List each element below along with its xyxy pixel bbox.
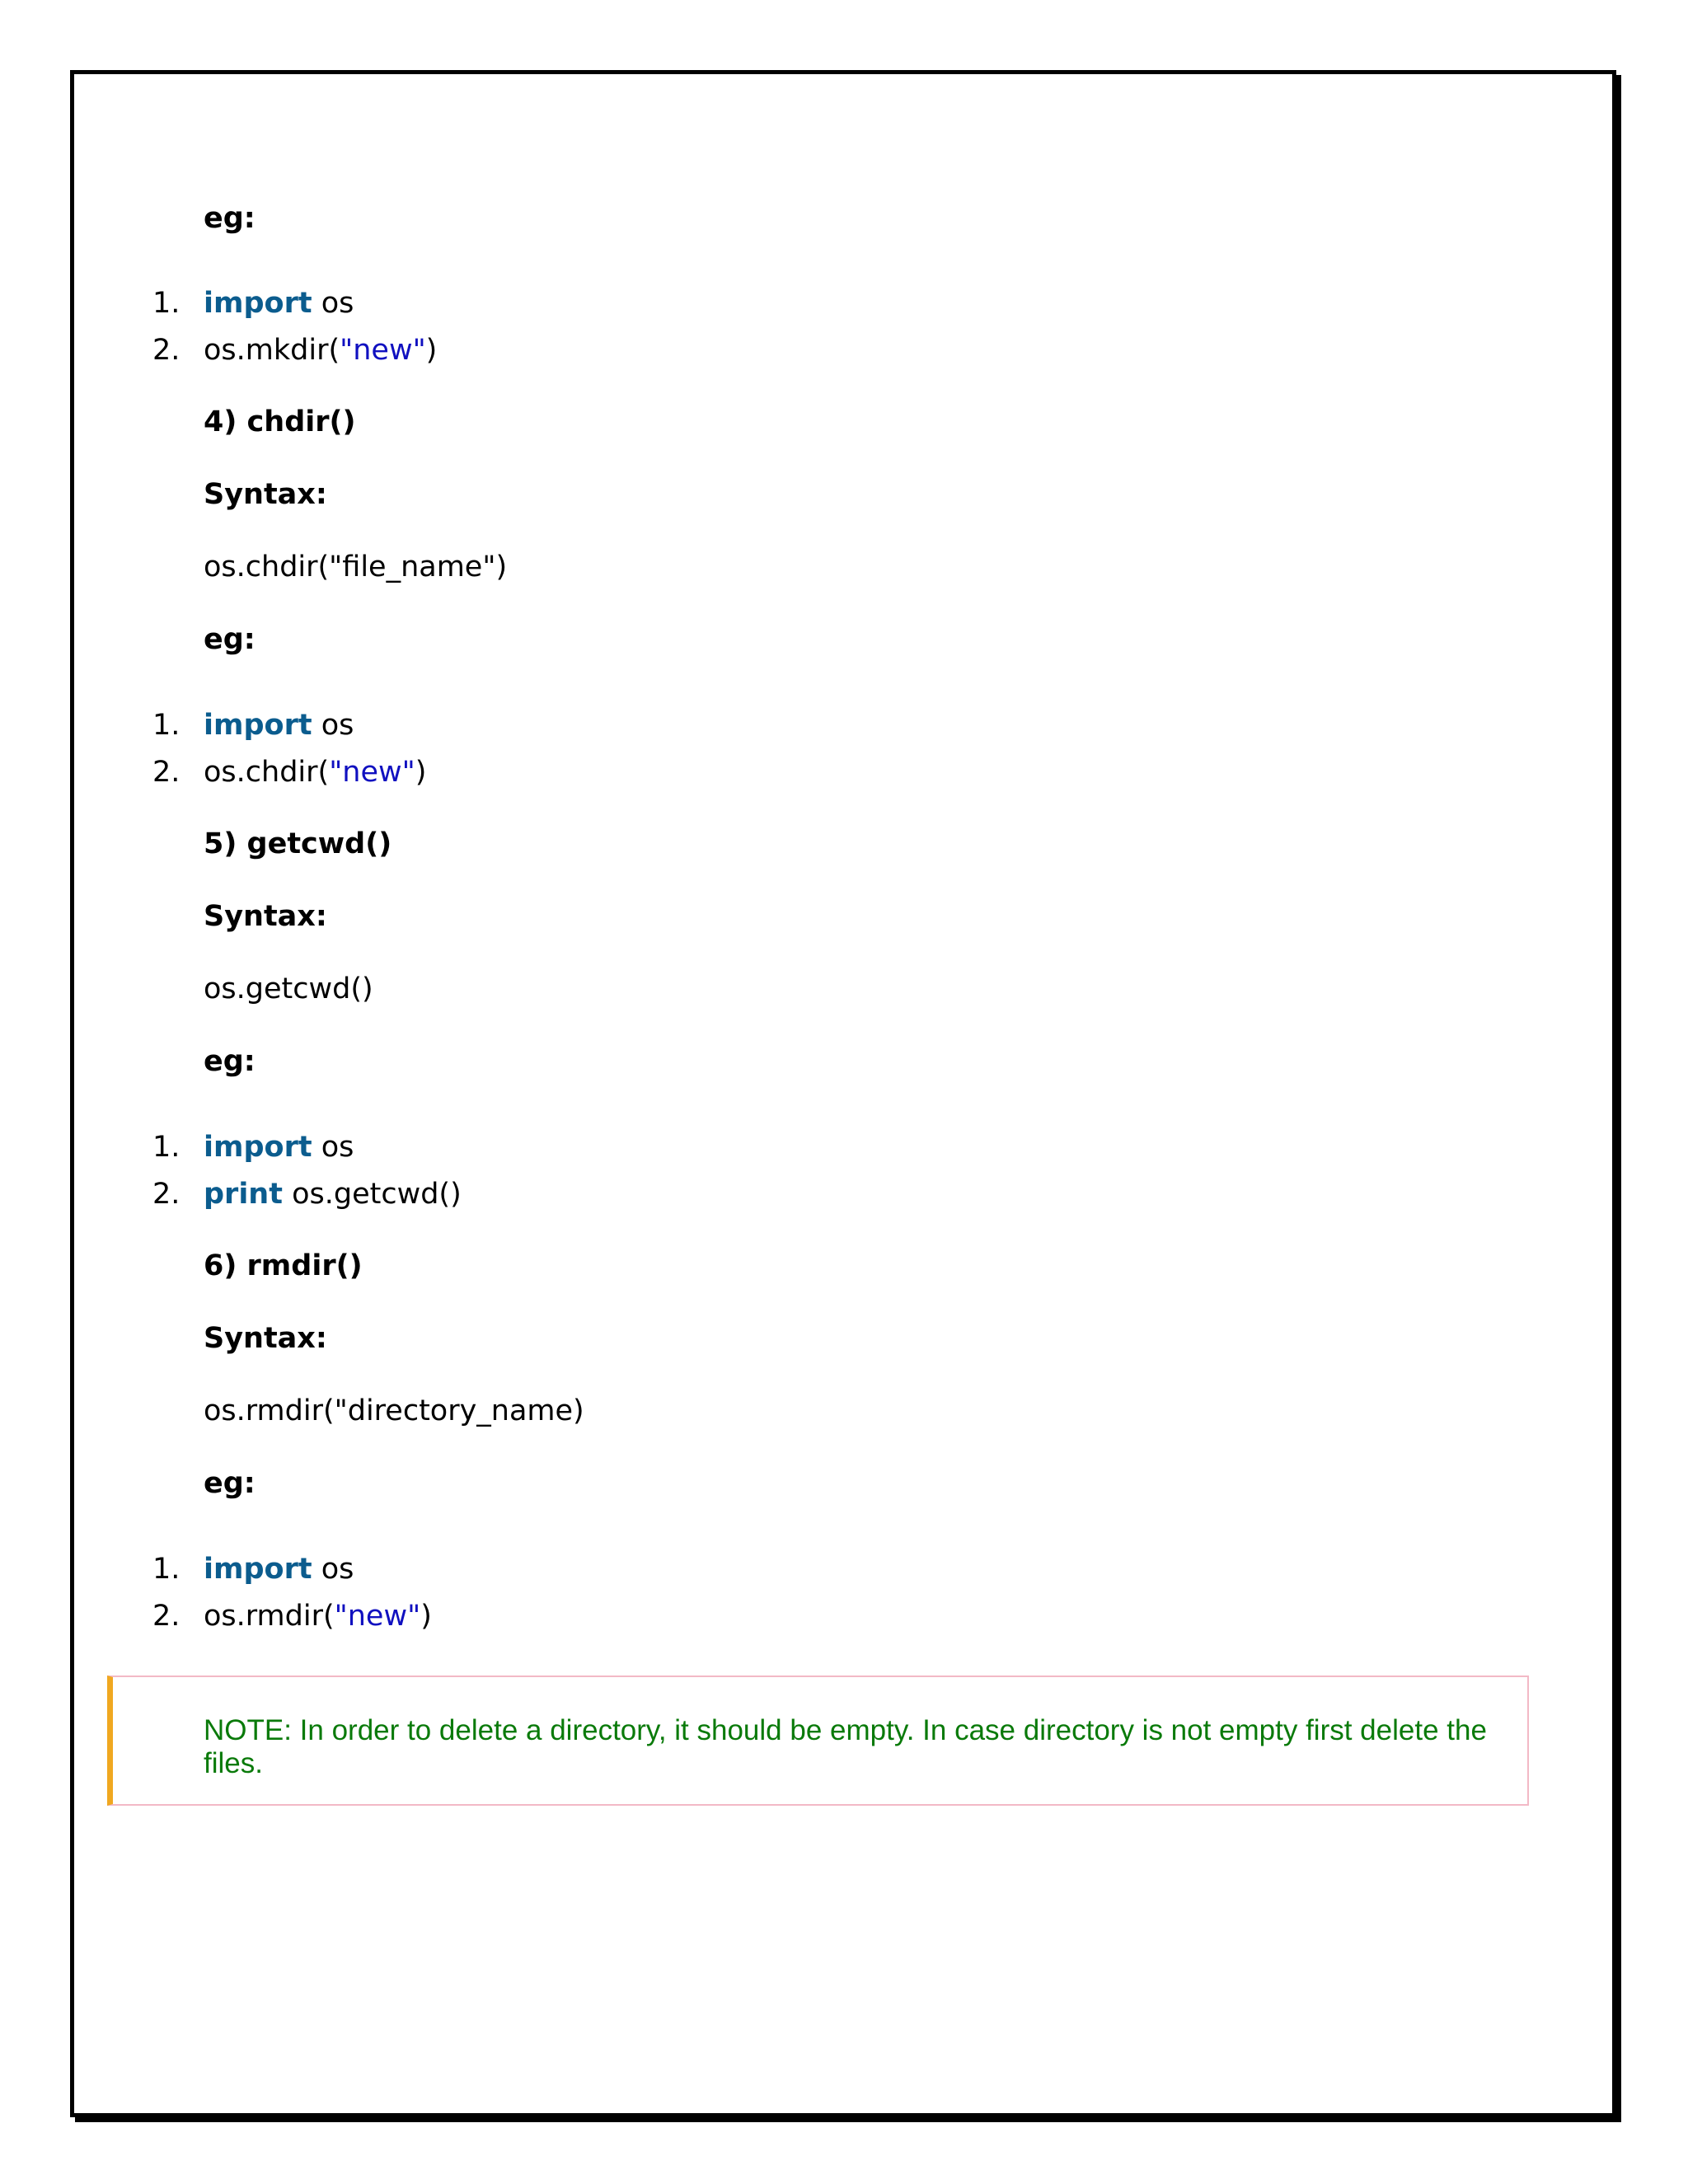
keyword: import: [204, 1131, 312, 1164]
keyword: import: [204, 287, 312, 320]
keyword: import: [204, 1553, 312, 1586]
line-number: 1.: [152, 1131, 181, 1164]
code-text: ): [415, 756, 427, 789]
line-number: 2.: [152, 1600, 181, 1633]
code-text: ): [420, 1600, 432, 1633]
note-text: NOTE: In order to delete a directory, it should be empty. In case directory is not empty first delete the files.: [204, 1714, 1487, 1779]
mkdir-eg-label: eg:: [204, 202, 256, 235]
getcwd-syntax: os.getcwd(): [204, 972, 373, 1005]
code-text: os: [312, 709, 354, 742]
code-text: os: [312, 1553, 354, 1586]
getcwd-syntax-label: Syntax:: [204, 900, 327, 933]
code-text: os: [312, 287, 354, 320]
string-literal: "new": [340, 334, 426, 367]
code-text: os.rmdir(: [204, 1600, 335, 1633]
code-text: ): [425, 334, 438, 367]
code-line: [152, 334, 437, 367]
rmdir-eg-label: eg:: [204, 1467, 256, 1500]
code-text: os.mkdir(: [204, 334, 340, 367]
code-line: [152, 1131, 354, 1164]
code-line: [152, 1178, 462, 1211]
code-text: os: [312, 1131, 354, 1164]
keyword: print: [204, 1178, 283, 1211]
line-number: 1.: [152, 709, 181, 742]
code-line: [152, 1553, 354, 1586]
string-literal: "new": [329, 756, 415, 789]
line-number: 2.: [152, 334, 181, 367]
keyword: import: [204, 709, 312, 742]
code-text: os.getcwd(): [282, 1178, 462, 1211]
code-line: [152, 756, 426, 789]
code-line: [152, 287, 354, 320]
code-line: [152, 709, 354, 742]
rmdir-syntax-label: Syntax:: [204, 1322, 327, 1355]
chdir-heading: 4) chdir(): [204, 405, 356, 438]
chdir-syntax: os.chdir("file_name"): [204, 551, 508, 583]
line-number: 2.: [152, 756, 181, 789]
code-line: [152, 1600, 432, 1633]
line-number: 1.: [152, 287, 181, 320]
chdir-syntax-label: Syntax:: [204, 478, 327, 511]
line-number: 2.: [152, 1178, 181, 1211]
line-number: 1.: [152, 1553, 181, 1586]
getcwd-heading: 5) getcwd(): [204, 827, 392, 860]
rmdir-syntax: os.rmdir("directory_name): [204, 1394, 584, 1427]
string-literal: "new": [334, 1600, 421, 1633]
getcwd-eg-label: eg:: [204, 1045, 256, 1078]
chdir-eg-label: eg:: [204, 623, 256, 656]
rmdir-heading: 6) rmdir(): [204, 1249, 363, 1282]
document-page: [70, 70, 1616, 2117]
note-box: [107, 1675, 1529, 1806]
code-text: os.chdir(: [204, 756, 330, 789]
